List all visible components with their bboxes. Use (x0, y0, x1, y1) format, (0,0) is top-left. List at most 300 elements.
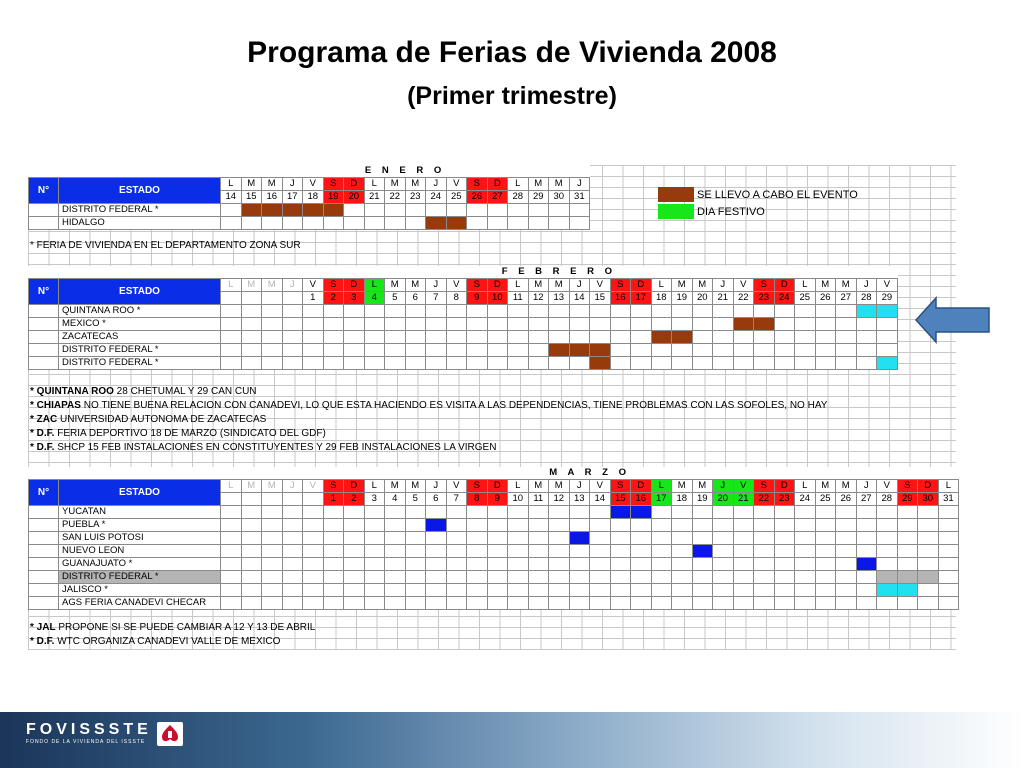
day-cell (467, 331, 488, 344)
day-letter: L (508, 279, 529, 292)
day-letter: S (467, 178, 488, 191)
day-number: 20 (713, 493, 734, 506)
day-cell (385, 305, 406, 318)
day-letter: J (713, 480, 734, 493)
day-letter: L (651, 480, 672, 493)
day-number (282, 493, 303, 506)
day-letter: D (344, 178, 365, 191)
day-cell (713, 305, 734, 318)
state-name: DISTRITO FEDERAL * (59, 344, 221, 357)
day-letter: V (590, 279, 611, 292)
day-number: 1 (303, 292, 324, 305)
day-cell (528, 597, 549, 610)
day-cell (610, 357, 631, 370)
day-number (282, 292, 303, 305)
day-cell (590, 519, 611, 532)
day-letter: D (344, 279, 365, 292)
day-number: 15 (590, 292, 611, 305)
day-cell (692, 519, 713, 532)
day-cell (631, 357, 652, 370)
state-name: MEXICO * (59, 318, 221, 331)
day-number: 26 (467, 191, 488, 204)
day-number: 25 (815, 493, 836, 506)
day-cell (836, 597, 857, 610)
day-cell (651, 532, 672, 545)
day-cell (323, 204, 344, 217)
day-cell (754, 597, 775, 610)
state-name: DISTRITO FEDERAL * (59, 204, 221, 217)
day-cell (487, 506, 508, 519)
day-number: 28 (856, 292, 877, 305)
day-cell (856, 584, 877, 597)
blank-cell (29, 467, 221, 480)
page-title: Programa de Ferias de Vivienda 2008 (247, 36, 777, 69)
day-letter: M (405, 178, 426, 191)
day-letter: D (918, 480, 939, 493)
day-letter: L (364, 279, 385, 292)
day-number: 7 (446, 493, 467, 506)
day-cell (856, 357, 877, 370)
day-letter: M (385, 480, 406, 493)
day-number: 7 (426, 292, 447, 305)
note-label: * D.F. (30, 428, 55, 439)
day-cell (508, 519, 529, 532)
state-name: PUEBLA * (59, 519, 221, 532)
day-cell (713, 597, 734, 610)
day-cell (385, 545, 406, 558)
day-cell (323, 584, 344, 597)
day-cell (344, 217, 365, 230)
day-number: 25 (795, 292, 816, 305)
day-cell (241, 217, 262, 230)
day-cell (590, 597, 611, 610)
day-letter: S (323, 480, 344, 493)
day-cell (672, 584, 693, 597)
day-number: 14 (590, 493, 611, 506)
day-cell (774, 331, 795, 344)
day-cell (754, 519, 775, 532)
day-cell (754, 357, 775, 370)
day-cell (549, 597, 570, 610)
day-letter: L (364, 480, 385, 493)
day-cell (549, 204, 570, 217)
day-cell (385, 519, 406, 532)
day-number: 23 (754, 292, 775, 305)
day-number: 13 (569, 493, 590, 506)
day-cell (774, 318, 795, 331)
day-cell (672, 357, 693, 370)
day-cell (426, 204, 447, 217)
table-row (29, 344, 898, 357)
footer-logo: FOVISSSTE (26, 721, 152, 738)
day-cell (836, 519, 857, 532)
month-row (29, 266, 898, 279)
day-cell (241, 331, 262, 344)
day-cell (282, 331, 303, 344)
day-cell (241, 506, 262, 519)
day-cell (774, 532, 795, 545)
day-letter: S (467, 480, 488, 493)
note-febrero-2 (30, 400, 827, 412)
day-cell (405, 506, 426, 519)
day-letter: L (938, 480, 959, 493)
day-cell (795, 331, 816, 344)
day-letter: M (528, 178, 549, 191)
day-cell (262, 344, 283, 357)
state-name: GUANAJUATO * (59, 558, 221, 571)
day-cell (323, 519, 344, 532)
note-label: * ZAC (30, 414, 58, 425)
day-cell (815, 506, 836, 519)
note-text: NO TIENE BUENA RELACION CON CANADEVI, LO QUE ESTA HACIENDO ES VISITA A LAS DEPENDENCIAS, TIENE PROBLEMAS CON LAS SOFOLES, NO HAY (80, 400, 828, 411)
day-cell (467, 506, 488, 519)
day-cell (221, 318, 242, 331)
day-cell (569, 532, 590, 545)
day-cell (692, 545, 713, 558)
day-cell (221, 305, 242, 318)
day-cell (487, 519, 508, 532)
day-letter: M (815, 279, 836, 292)
day-cell (426, 331, 447, 344)
day-cell (344, 558, 365, 571)
day-cell (569, 357, 590, 370)
day-cell (549, 545, 570, 558)
day-letter: M (672, 279, 693, 292)
day-number: 24 (774, 292, 795, 305)
day-cell (610, 558, 631, 571)
day-cell (364, 519, 385, 532)
day-cell (241, 204, 262, 217)
day-letter: V (733, 279, 754, 292)
header-estado: ESTADO (59, 279, 221, 305)
day-number: 11 (508, 292, 529, 305)
day-number: 21 (713, 292, 734, 305)
note-text: 28 CHETUMAL Y 29 CAN CUN (113, 386, 257, 397)
day-number: 14 (569, 292, 590, 305)
day-cell (282, 545, 303, 558)
table-row (29, 305, 898, 318)
header-row-letters (29, 279, 898, 292)
day-letter: L (221, 480, 242, 493)
day-cell (364, 597, 385, 610)
day-letter: J (569, 480, 590, 493)
month-name-febrero: F E B R E R O (221, 266, 898, 279)
day-cell (241, 532, 262, 545)
day-cell (795, 558, 816, 571)
day-number: 15 (241, 191, 262, 204)
day-cell (836, 532, 857, 545)
day-number: 26 (815, 292, 836, 305)
table-row (29, 584, 959, 597)
day-number (221, 292, 242, 305)
day-cell (446, 204, 467, 217)
day-letter: S (610, 480, 631, 493)
day-cell (918, 584, 939, 597)
day-letter: M (528, 480, 549, 493)
day-cell (364, 318, 385, 331)
day-cell (610, 344, 631, 357)
day-cell (938, 571, 959, 584)
day-cell (446, 584, 467, 597)
day-number: 19 (692, 493, 713, 506)
day-cell (426, 318, 447, 331)
day-letter: D (487, 178, 508, 191)
day-number: 11 (528, 493, 549, 506)
day-cell (569, 305, 590, 318)
day-cell (528, 584, 549, 597)
day-cell (549, 305, 570, 318)
day-cell (426, 532, 447, 545)
day-cell (467, 357, 488, 370)
day-cell (877, 331, 898, 344)
day-cell (282, 519, 303, 532)
day-letter: M (549, 178, 570, 191)
row-no-cell (29, 357, 59, 370)
day-letter: L (221, 279, 242, 292)
table-row (29, 318, 898, 331)
day-cell (364, 584, 385, 597)
note-febrero-3 (30, 414, 266, 426)
day-cell (344, 204, 365, 217)
day-cell (446, 597, 467, 610)
day-number: 8 (446, 292, 467, 305)
day-letter: M (241, 480, 262, 493)
state-name: HIDALGO (59, 217, 221, 230)
day-cell (569, 204, 590, 217)
day-cell (774, 305, 795, 318)
day-cell (508, 204, 529, 217)
day-cell (405, 558, 426, 571)
day-cell (836, 584, 857, 597)
day-cell (282, 217, 303, 230)
day-letter: L (795, 480, 816, 493)
day-cell (282, 558, 303, 571)
day-letter: M (549, 480, 570, 493)
day-cell (631, 519, 652, 532)
day-number: 21 (364, 191, 385, 204)
day-cell (364, 344, 385, 357)
day-cell (815, 597, 836, 610)
day-number: 22 (754, 493, 775, 506)
day-cell (467, 532, 488, 545)
day-letter: M (405, 279, 426, 292)
day-cell (282, 204, 303, 217)
day-letter: M (385, 178, 406, 191)
day-cell (754, 571, 775, 584)
day-cell (795, 318, 816, 331)
day-letter: M (385, 279, 406, 292)
day-cell (733, 519, 754, 532)
day-cell (836, 571, 857, 584)
day-cell (856, 305, 877, 318)
day-letter: M (262, 480, 283, 493)
table-row (29, 331, 898, 344)
day-cell (405, 318, 426, 331)
day-cell (795, 532, 816, 545)
day-cell (241, 571, 262, 584)
day-letter: D (487, 279, 508, 292)
day-letter: M (836, 279, 857, 292)
day-number: 27 (856, 493, 877, 506)
day-cell (385, 217, 406, 230)
day-cell (344, 519, 365, 532)
day-cell (364, 305, 385, 318)
day-cell (323, 344, 344, 357)
state-name: NUEVO LEON (59, 545, 221, 558)
left-arrow-icon (914, 295, 992, 345)
day-letter: L (795, 279, 816, 292)
day-cell (549, 519, 570, 532)
row-no-cell (29, 571, 59, 584)
day-letter: L (508, 178, 529, 191)
day-cell (487, 217, 508, 230)
day-cell (672, 506, 693, 519)
day-cell (897, 506, 918, 519)
day-cell (323, 571, 344, 584)
day-number: 25 (446, 191, 467, 204)
day-number: 26 (836, 493, 857, 506)
day-cell (405, 545, 426, 558)
day-cell (405, 597, 426, 610)
day-cell (303, 344, 324, 357)
day-cell (856, 344, 877, 357)
day-cell (897, 532, 918, 545)
day-cell (733, 344, 754, 357)
day-cell (692, 331, 713, 344)
day-cell (303, 532, 324, 545)
table-row (29, 357, 898, 370)
note-text: FERIA DEPORTIVO 18 DE MARZO (SINDICATO DEL GDF) (54, 428, 326, 439)
day-cell (631, 584, 652, 597)
day-cell (303, 217, 324, 230)
day-letter: S (467, 279, 488, 292)
state-name: DISTRITO FEDERAL * (59, 357, 221, 370)
note-febrero-1 (30, 386, 257, 398)
day-cell (713, 545, 734, 558)
day-cell (385, 357, 406, 370)
day-number: 31 (569, 191, 590, 204)
day-cell (364, 204, 385, 217)
day-cell (672, 532, 693, 545)
day-cell (569, 217, 590, 230)
day-cell (508, 318, 529, 331)
note-label: * D.F. (30, 442, 55, 453)
day-cell (528, 571, 549, 584)
day-cell (508, 217, 529, 230)
day-number: 8 (467, 493, 488, 506)
note-febrero-4 (30, 428, 326, 440)
day-cell (795, 571, 816, 584)
day-number: 5 (405, 493, 426, 506)
day-cell (836, 318, 857, 331)
day-cell (774, 357, 795, 370)
table-row (29, 217, 590, 230)
day-cell (590, 558, 611, 571)
day-cell (221, 597, 242, 610)
day-number: 24 (795, 493, 816, 506)
note-text: SHCP 15 FEB INSTALACIONES EN CONSTITUYENTES Y 29 FEB INSTALACIONES LA VIRGEN (54, 442, 497, 453)
day-cell (815, 519, 836, 532)
day-number: 18 (303, 191, 324, 204)
day-cell (610, 571, 631, 584)
day-cell (651, 331, 672, 344)
day-cell (856, 545, 877, 558)
day-cell (938, 519, 959, 532)
day-letter: L (508, 480, 529, 493)
note-label: * JAL (30, 622, 56, 633)
day-cell (672, 318, 693, 331)
day-cell (569, 519, 590, 532)
day-cell (405, 217, 426, 230)
day-cell (446, 558, 467, 571)
day-number: 12 (528, 292, 549, 305)
day-cell (262, 506, 283, 519)
emblem-icon (157, 722, 183, 746)
month-name-enero: E N E R O (221, 165, 590, 178)
day-cell (774, 597, 795, 610)
day-number: 19 (323, 191, 344, 204)
day-cell (672, 305, 693, 318)
day-cell (918, 597, 939, 610)
day-cell (692, 584, 713, 597)
day-number: 12 (549, 493, 570, 506)
day-cell (569, 506, 590, 519)
row-no-cell (29, 584, 59, 597)
day-cell (467, 597, 488, 610)
day-letter: M (549, 279, 570, 292)
state-name: AGS FERIA CANADEVI CHECAR (59, 597, 221, 610)
day-cell (364, 532, 385, 545)
day-number: 6 (426, 493, 447, 506)
day-cell (405, 344, 426, 357)
day-cell (426, 571, 447, 584)
day-cell (303, 506, 324, 519)
day-cell (733, 331, 754, 344)
day-cell (877, 584, 898, 597)
day-cell (221, 558, 242, 571)
note-enero: * FERIA DE VIVIENDA EN EL DEPARTAMENTO ZONA SUR (30, 240, 301, 251)
day-cell (774, 571, 795, 584)
day-cell (528, 318, 549, 331)
day-cell (405, 584, 426, 597)
day-cell (672, 558, 693, 571)
day-number (262, 493, 283, 506)
state-name: QUINTANA ROO * (59, 305, 221, 318)
day-cell (467, 344, 488, 357)
day-cell (713, 357, 734, 370)
day-cell (467, 204, 488, 217)
day-number: 15 (610, 493, 631, 506)
table-row (29, 558, 959, 571)
note-text: WTC ORGANIZA CANADEVI VALLE DE MEXICO (54, 636, 281, 647)
day-letter: M (815, 480, 836, 493)
header-no: N° (29, 178, 59, 204)
day-cell (446, 305, 467, 318)
day-cell (528, 357, 549, 370)
day-cell (692, 571, 713, 584)
day-cell (610, 545, 631, 558)
day-letter: V (303, 178, 324, 191)
row-no-cell (29, 597, 59, 610)
day-cell (918, 519, 939, 532)
day-cell (426, 305, 447, 318)
day-cell (241, 305, 262, 318)
day-cell (877, 305, 898, 318)
day-letter: S (323, 178, 344, 191)
day-cell (877, 506, 898, 519)
day-cell (262, 584, 283, 597)
day-cell (241, 545, 262, 558)
